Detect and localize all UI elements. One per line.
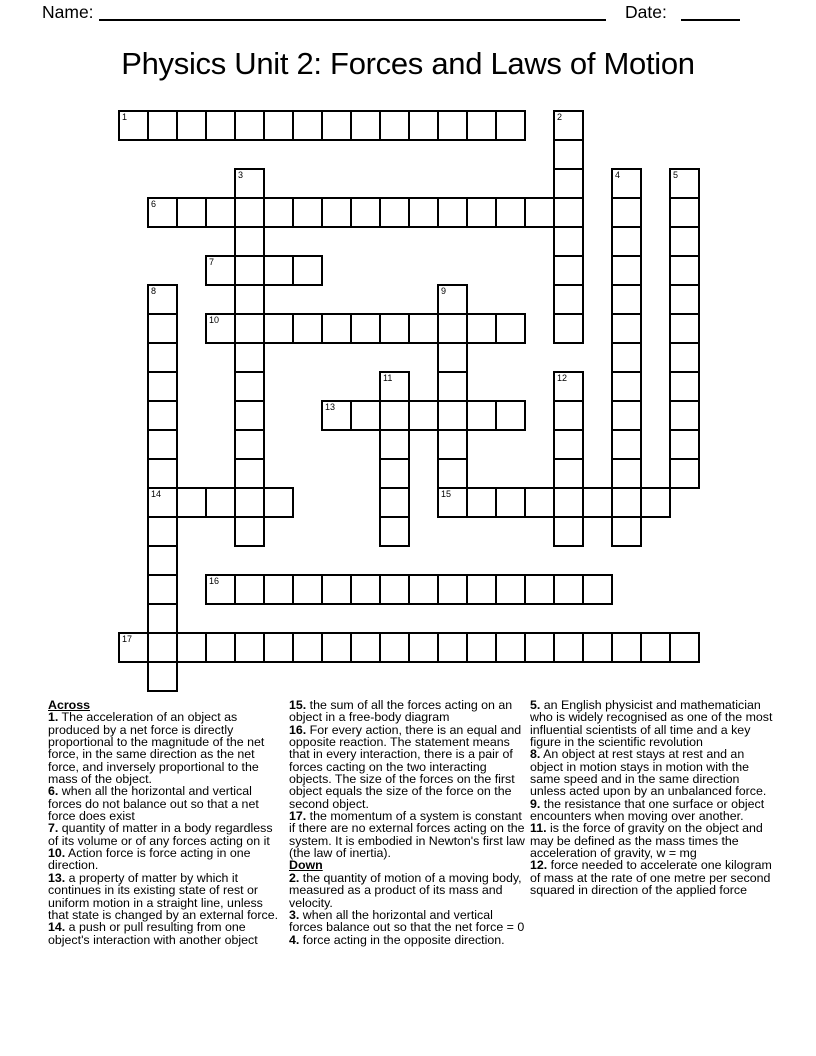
grid-cell[interactable] xyxy=(669,197,700,228)
grid-cell[interactable] xyxy=(147,342,178,373)
grid-cell[interactable] xyxy=(669,255,700,286)
grid-cell[interactable] xyxy=(553,371,584,402)
clue: 11. is the force of gravity on the object and may be defined as the mass times the acceleration of gravity, w = mg xyxy=(530,821,763,861)
grid-cell[interactable] xyxy=(205,255,236,286)
clue: 6. when all the horizontal and vertical forces do not balance out so that a net force does exist xyxy=(48,784,259,824)
grid-cell[interactable] xyxy=(234,487,265,518)
grid-cell[interactable] xyxy=(234,371,265,402)
grid-cell[interactable] xyxy=(553,255,584,286)
grid-cell[interactable] xyxy=(205,487,236,518)
grid-cell[interactable] xyxy=(234,313,265,344)
clue-number: 6. xyxy=(48,784,59,799)
clue-number: 4. xyxy=(289,932,300,947)
grid-cell[interactable] xyxy=(292,110,323,141)
grid-cell[interactable] xyxy=(234,632,265,663)
grid-cell[interactable] xyxy=(611,284,642,315)
grid-cell[interactable] xyxy=(234,342,265,373)
cell-number: 8 xyxy=(151,286,157,296)
clue: 17. the momentum of a system is constant if there are no external forces acting on the system. It is embodied in Newton's first law (the law of inertia). xyxy=(289,809,525,861)
grid-cell[interactable] xyxy=(611,429,642,460)
clue-number: 9. xyxy=(530,796,541,811)
grid-cell[interactable] xyxy=(553,458,584,489)
clues-column-across xyxy=(48,699,286,946)
clue-number: 10. xyxy=(48,846,66,861)
cell-number: 5 xyxy=(673,170,679,180)
grid-cell[interactable] xyxy=(234,458,265,489)
grid-cell[interactable] xyxy=(234,110,265,141)
clues-column-down xyxy=(530,699,776,897)
grid-cell[interactable] xyxy=(147,603,178,634)
grid-cell[interactable] xyxy=(669,400,700,431)
clue: 10. Action force is force acting in one direction. xyxy=(48,846,251,873)
grid-cell[interactable] xyxy=(553,400,584,431)
clue: 8. An object at rest stays at rest and an object in motion stays in motion with the same speed and in the same direction unless acted upon by an unbalanced force. xyxy=(530,747,767,799)
clue: 9. the resistance that one surface or object encounters when moving over another. xyxy=(530,796,765,824)
grid-cell[interactable] xyxy=(234,400,265,431)
grid-cell[interactable] xyxy=(466,574,497,605)
grid-cell[interactable] xyxy=(611,487,642,518)
grid-cell[interactable] xyxy=(524,487,555,518)
grid-cell[interactable] xyxy=(437,458,468,489)
grid-cell[interactable] xyxy=(495,574,526,605)
grid-cell[interactable] xyxy=(437,371,468,402)
grid-cell[interactable] xyxy=(466,400,497,431)
grid-cell[interactable] xyxy=(205,313,236,344)
grid-cell[interactable] xyxy=(176,110,207,141)
grid-cell[interactable] xyxy=(437,632,468,663)
grid-cell[interactable] xyxy=(408,574,439,605)
grid-cell[interactable] xyxy=(524,574,555,605)
grid-cell[interactable] xyxy=(379,197,410,228)
grid-cell[interactable] xyxy=(669,429,700,460)
grid-cell[interactable] xyxy=(321,400,352,431)
grid-cell[interactable] xyxy=(147,458,178,489)
grid-cell[interactable] xyxy=(147,487,178,518)
grid-cell[interactable] xyxy=(350,632,381,663)
cell-number: 14 xyxy=(151,489,162,499)
clue-number: 17. xyxy=(289,809,307,824)
crossword-grid xyxy=(118,110,700,692)
grid-cell[interactable] xyxy=(147,661,178,692)
grid-cell[interactable] xyxy=(495,197,526,228)
grid-cell[interactable] xyxy=(437,429,468,460)
grid-cell[interactable] xyxy=(524,197,555,228)
grid-cell[interactable] xyxy=(379,313,410,344)
clue: 14. a push or pull resulting from one object's interaction with another object xyxy=(48,920,258,947)
across-clues-header: Across xyxy=(48,698,91,712)
cell-number: 3 xyxy=(238,170,244,180)
cell-number: 6 xyxy=(151,199,157,209)
grid-cell[interactable] xyxy=(669,458,700,489)
clue-number: 16. xyxy=(289,722,307,737)
grid-cell[interactable] xyxy=(176,487,207,518)
grid-cell[interactable] xyxy=(408,197,439,228)
grid-cell[interactable] xyxy=(408,632,439,663)
grid-cell[interactable] xyxy=(553,632,584,663)
grid-cell[interactable] xyxy=(147,400,178,431)
grid-cell[interactable] xyxy=(669,168,700,199)
clue-number: 8. xyxy=(530,747,541,762)
grid-cell[interactable] xyxy=(553,284,584,315)
grid-cell[interactable] xyxy=(234,197,265,228)
grid-cell[interactable] xyxy=(263,110,294,141)
grid-cell[interactable] xyxy=(321,632,352,663)
grid-cell[interactable] xyxy=(669,342,700,373)
grid-cell[interactable] xyxy=(379,574,410,605)
grid-cell[interactable] xyxy=(495,400,526,431)
grid-cell[interactable] xyxy=(553,487,584,518)
grid-cell[interactable] xyxy=(147,110,178,141)
cell-number: 15 xyxy=(441,489,452,499)
grid-cell[interactable] xyxy=(263,313,294,344)
grid-cell[interactable] xyxy=(669,284,700,315)
grid-cell[interactable] xyxy=(495,110,526,141)
grid-cell[interactable] xyxy=(640,632,671,663)
clue: 3. when all the horizontal and vertical forces balance out so that the net force = 0 xyxy=(289,907,525,935)
grid-cell[interactable] xyxy=(553,574,584,605)
grid-cell[interactable] xyxy=(147,313,178,344)
grid-cell[interactable] xyxy=(553,516,584,547)
grid-cell[interactable] xyxy=(263,255,294,286)
clue-number: 1. xyxy=(48,710,59,725)
grid-cell[interactable] xyxy=(350,197,381,228)
grid-cell[interactable] xyxy=(553,110,584,141)
cell-number: 1 xyxy=(122,112,128,122)
grid-cell[interactable] xyxy=(669,632,700,663)
grid-cell[interactable] xyxy=(437,342,468,373)
grid-cell[interactable] xyxy=(118,632,149,663)
grid-cell[interactable] xyxy=(205,197,236,228)
grid-cell[interactable] xyxy=(379,458,410,489)
page-title: Physics Unit 2: Forces and Laws of Motion xyxy=(121,46,695,81)
down-clues-header: Down xyxy=(289,858,323,873)
grid-cell[interactable] xyxy=(234,168,265,199)
clue: 7. quantity of matter in a body regardless of its volume or of any forces acting on it xyxy=(48,821,273,848)
grid-cell[interactable] xyxy=(321,197,352,228)
grid-cell[interactable] xyxy=(292,313,323,344)
grid-cell[interactable] xyxy=(147,429,178,460)
grid-cell[interactable] xyxy=(466,197,497,228)
grid-cell[interactable] xyxy=(437,574,468,605)
grid-cell[interactable] xyxy=(553,168,584,199)
grid-cell[interactable] xyxy=(669,226,700,257)
cell-number: 10 xyxy=(209,315,220,325)
name-label: Name: xyxy=(42,2,94,22)
grid-cell[interactable] xyxy=(263,574,294,605)
cell-number: 12 xyxy=(557,373,568,383)
grid-cell[interactable] xyxy=(640,487,671,518)
clues-column-middle xyxy=(289,699,527,946)
grid-cell[interactable] xyxy=(118,110,149,141)
grid-cell[interactable] xyxy=(611,632,642,663)
grid-cell[interactable] xyxy=(553,139,584,170)
cell-number: 13 xyxy=(325,402,336,412)
grid-cell[interactable] xyxy=(611,458,642,489)
grid-cell[interactable] xyxy=(292,632,323,663)
clue-number: 5. xyxy=(530,698,541,712)
grid-cell[interactable] xyxy=(205,574,236,605)
clue-number: 11. xyxy=(530,821,547,836)
clue: 4. force acting in the opposite direction. xyxy=(289,932,505,947)
grid-cell[interactable] xyxy=(176,632,207,663)
grid-cell[interactable] xyxy=(611,400,642,431)
grid-cell[interactable] xyxy=(379,400,410,431)
grid-cell[interactable] xyxy=(437,487,468,518)
grid-cell[interactable] xyxy=(611,197,642,228)
clue-number: 12. xyxy=(530,858,548,873)
cell-number: 11 xyxy=(383,373,393,383)
grid-cell[interactable] xyxy=(379,516,410,547)
grid-cell[interactable] xyxy=(553,226,584,257)
date-label: Date: xyxy=(625,2,667,22)
cell-number: 7 xyxy=(209,257,215,267)
grid-cell[interactable] xyxy=(350,574,381,605)
grid-cell[interactable] xyxy=(234,284,265,315)
grid-cell[interactable] xyxy=(176,197,207,228)
grid-cell[interactable] xyxy=(292,574,323,605)
grid-cell[interactable] xyxy=(495,632,526,663)
cell-number: 4 xyxy=(615,170,621,180)
grid-cell[interactable] xyxy=(263,487,294,518)
grid-cell[interactable] xyxy=(611,313,642,344)
grid-cell[interactable] xyxy=(437,197,468,228)
grid-cell[interactable] xyxy=(553,197,584,228)
grid-cell[interactable] xyxy=(437,110,468,141)
grid-cell[interactable] xyxy=(205,632,236,663)
clue-number: 3. xyxy=(289,907,300,922)
clue-number: 7. xyxy=(48,821,59,836)
grid-cell[interactable] xyxy=(147,545,178,576)
grid-cell[interactable] xyxy=(205,110,236,141)
clue-number: 13. xyxy=(48,870,66,885)
grid-cell[interactable] xyxy=(379,429,410,460)
grid-cell[interactable] xyxy=(669,313,700,344)
clue-number: 2. xyxy=(289,870,300,885)
clue: 12. force needed to accelerate one kilogram of mass at the rate of one metre per second squared in direction of the applied force xyxy=(530,858,772,898)
grid-cell[interactable] xyxy=(553,429,584,460)
grid-cell[interactable] xyxy=(350,400,381,431)
grid-cell[interactable] xyxy=(611,168,642,199)
clue-number: 14. xyxy=(48,920,66,935)
grid-cell[interactable] xyxy=(379,110,410,141)
clue: 1. The acceleration of an object as produced by a net force is directly proportional to the magnitude of the net force, in the same direction as the net force, and inversely proportional to the mass of the object. xyxy=(48,710,265,787)
grid-cell[interactable] xyxy=(147,574,178,605)
grid-cell[interactable] xyxy=(321,110,352,141)
grid-cell[interactable] xyxy=(408,110,439,141)
grid-cell[interactable] xyxy=(147,371,178,402)
grid-cell[interactable] xyxy=(379,632,410,663)
grid-cell[interactable] xyxy=(611,371,642,402)
grid-cell[interactable] xyxy=(495,487,526,518)
cell-number: 2 xyxy=(557,112,563,122)
grid-cell[interactable] xyxy=(379,487,410,518)
grid-cell[interactable] xyxy=(234,255,265,286)
grid-cell[interactable] xyxy=(582,487,613,518)
date-input-line[interactable] xyxy=(681,19,740,21)
grid-cell[interactable] xyxy=(466,632,497,663)
grid-cell[interactable] xyxy=(611,342,642,373)
grid-cell[interactable] xyxy=(379,371,410,402)
cell-number: 17 xyxy=(122,634,133,644)
grid-cell[interactable] xyxy=(350,313,381,344)
grid-cell[interactable] xyxy=(437,400,468,431)
cell-number: 9 xyxy=(441,286,447,296)
clue: 15. the sum of all the forces acting on an object in a free-body diagram xyxy=(289,698,513,725)
grid-cell[interactable] xyxy=(582,632,613,663)
grid-cell[interactable] xyxy=(437,313,468,344)
grid-cell[interactable] xyxy=(234,226,265,257)
name-input-line[interactable] xyxy=(99,19,606,21)
grid-cell[interactable] xyxy=(553,313,584,344)
grid-cell[interactable] xyxy=(466,487,497,518)
clue: 16. For every action, there is an equal and opposite reaction. The statement means that in every interaction, there is a pair of forces cacting on the two interacting objects. The size of the forces on the first object equals the size of the force on the second object. xyxy=(289,722,522,811)
grid-cell[interactable] xyxy=(147,632,178,663)
grid-cell[interactable] xyxy=(321,574,352,605)
grid-cell[interactable] xyxy=(147,516,178,547)
grid-cell[interactable] xyxy=(437,284,468,315)
clue: 13. a property of matter by which it continues in its existing state of rest or uniform motion in a straight line, unless that state is changed by an external force. xyxy=(48,870,279,922)
grid-cell[interactable] xyxy=(147,197,178,228)
grid-cell[interactable] xyxy=(263,197,294,228)
grid-cell[interactable] xyxy=(611,226,642,257)
cell-number: 16 xyxy=(209,576,220,586)
clue: 2. the quantity of motion of a moving body, measured as a product of its mass and velocity. xyxy=(289,870,522,910)
grid-cell[interactable] xyxy=(611,516,642,547)
grid-cell[interactable] xyxy=(321,313,352,344)
grid-cell[interactable] xyxy=(292,197,323,228)
grid-cell[interactable] xyxy=(350,110,381,141)
grid-cell[interactable] xyxy=(234,574,265,605)
grid-cell[interactable] xyxy=(408,400,439,431)
grid-cell[interactable] xyxy=(263,632,294,663)
grid-cell[interactable] xyxy=(669,371,700,402)
grid-cell[interactable] xyxy=(466,313,497,344)
grid-cell[interactable] xyxy=(234,516,265,547)
grid-cell[interactable] xyxy=(582,574,613,605)
grid-cell[interactable] xyxy=(292,255,323,286)
grid-cell[interactable] xyxy=(524,632,555,663)
grid-cell[interactable] xyxy=(466,110,497,141)
grid-cell[interactable] xyxy=(234,429,265,460)
grid-cell[interactable] xyxy=(408,313,439,344)
clue-number: 15. xyxy=(289,698,307,712)
grid-cell[interactable] xyxy=(495,313,526,344)
clue: 5. an English physicist and mathematician who is widely recognised as one of the most influential scientists of all time and a key figure in the scientific revolution xyxy=(530,698,773,750)
grid-cell[interactable] xyxy=(611,255,642,286)
grid-cell[interactable] xyxy=(147,284,178,315)
